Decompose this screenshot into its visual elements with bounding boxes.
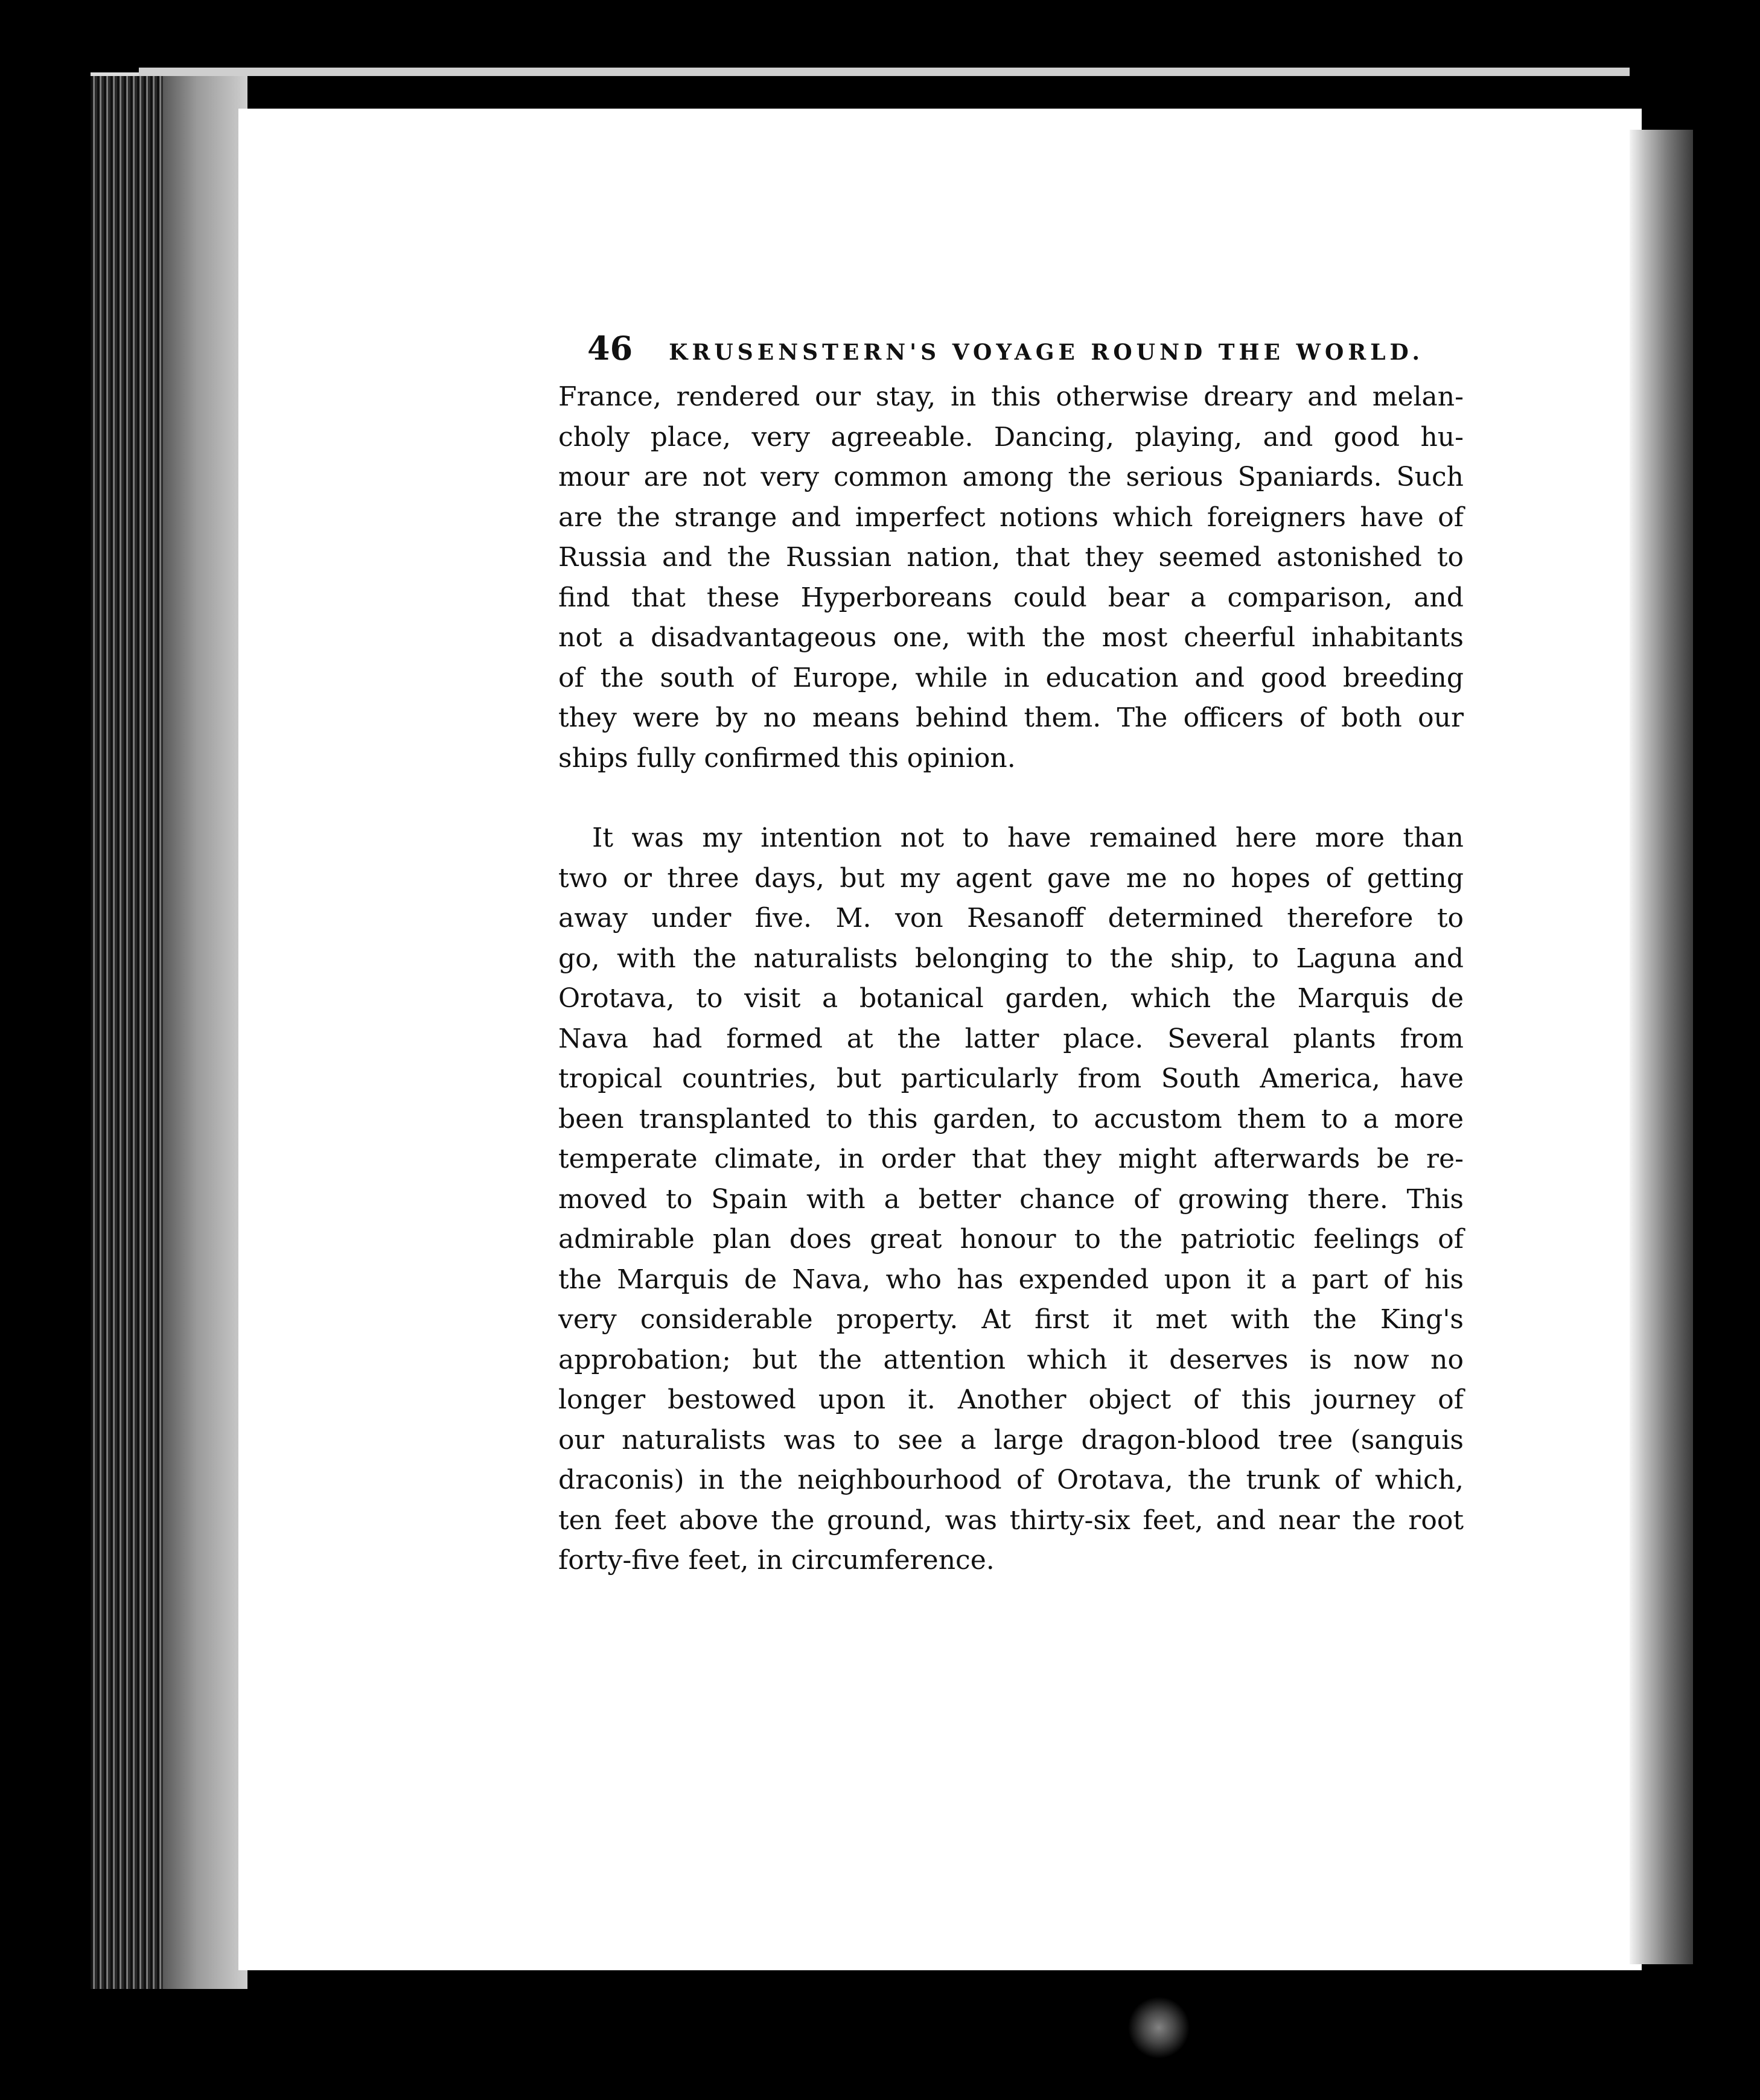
text-line: find that these Hyperboreans could bear a comparison, and xyxy=(558,582,1464,613)
text-line: the Marquis de Nava, who has expended upon it a part of his xyxy=(558,1264,1464,1295)
text-line: longer bestowed upon it. Another object of this journey of xyxy=(558,1384,1464,1415)
text-line: two or three days, but my agent gave me no hopes of getting xyxy=(558,862,1464,894)
page-number: 46 xyxy=(587,329,633,368)
text-line: ships fully confirmed this opinion. xyxy=(558,742,1016,774)
text-line: choly place, very agreeable. Dancing, playing, and good hu- xyxy=(558,421,1464,453)
text-line: very considerable property. At first it met with the King's xyxy=(558,1304,1464,1335)
text-line: Russia and the Russian nation, that they seemed astonished to xyxy=(558,542,1464,573)
text-line: are the strange and imperfect notions which foreigners have of xyxy=(558,501,1464,533)
text-line: draconis) in the neighbourhood of Orotava, the trunk of which, xyxy=(558,1465,1464,1495)
running-head xyxy=(587,329,1464,377)
gutter-shadow xyxy=(1630,130,1693,1964)
paragraph-1 xyxy=(558,377,1464,778)
scan-debris xyxy=(1123,1991,1195,2064)
text-line: of the south of Europe, while in education and good breeding xyxy=(558,662,1464,693)
text-line: moved to Spain with a better chance of growing there. This xyxy=(558,1183,1464,1215)
page-top-edge xyxy=(139,68,1630,76)
text-line: away under five. M. von Resanoff determined therefore to xyxy=(558,903,1464,934)
text-line: temperate climate, in order that they might afterwards be re- xyxy=(558,1144,1464,1174)
page-text xyxy=(558,329,1464,1581)
text-line: France, rendered our stay, in this otherwise dreary and melan- xyxy=(558,381,1464,412)
text-line: go, with the naturalists belonging to the ship, to Laguna and xyxy=(558,943,1464,974)
text-line: Nava had formed at the latter place. Several plants from xyxy=(558,1023,1464,1054)
text-line: our naturalists was to see a large dragon-blood tree (sanguis xyxy=(558,1424,1464,1456)
text-line: tropical countries, but particularly from South America, have xyxy=(558,1063,1464,1094)
text-line: approbation; but the attention which it deserves is now no xyxy=(558,1344,1464,1375)
text-line: mour are not very common among the serious Spaniards. Such xyxy=(558,462,1464,492)
running-title: KRUSENSTERN'S VOYAGE ROUND THE WORLD. xyxy=(669,340,1424,365)
text-line: admirable plan does great honour to the patriotic feelings of xyxy=(558,1224,1464,1255)
text-line: they were by no means behind them. The officers of both our xyxy=(558,702,1464,733)
text-line: been transplanted to this garden, to accustom them to a more xyxy=(558,1103,1464,1134)
text-line: Orotava, to visit a botanical garden, which the Marquis de xyxy=(558,983,1464,1014)
book-page-edges xyxy=(91,72,247,1989)
paragraph-2 xyxy=(558,818,1464,1581)
text-line: not a disadvantageous one, with the most cheerful inhabitants xyxy=(558,622,1464,653)
text-line: It was my intention not to have remained here more than xyxy=(592,822,1464,853)
text-line: forty-five feet, in circumference. xyxy=(558,1545,995,1576)
text-line: ten feet above the ground, was thirty-six feet, and near the root xyxy=(558,1504,1464,1536)
